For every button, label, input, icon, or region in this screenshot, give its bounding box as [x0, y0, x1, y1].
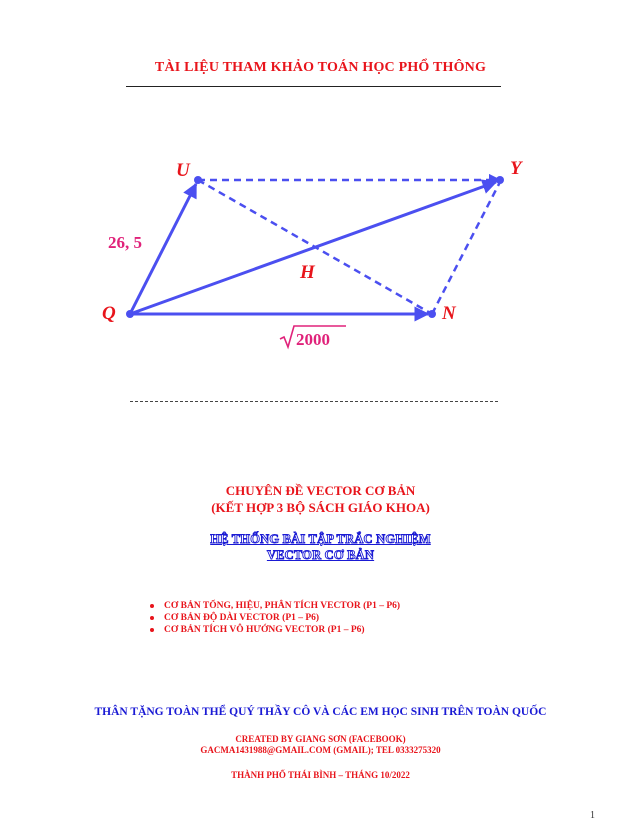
label-y: Y	[510, 158, 522, 179]
dedication-text: THÂN TẶNG TOÀN THỂ QUÝ THẦY CÔ VÀ CÁC EM HỌC SINH TRÊN TOÀN QUỐC	[94, 706, 547, 718]
label-n: N	[442, 303, 456, 324]
title-underline	[126, 86, 501, 87]
dashed-separator	[130, 401, 498, 402]
point-q	[126, 310, 134, 318]
point-n	[428, 310, 436, 318]
topic-subtitle: (KẾT HỢP 3 BỘ SÁCH GIÁO KHOA)	[211, 500, 430, 515]
contact-info: GACMA1431988@GMAIL.COM (GMAIL); TEL 0333275320	[200, 745, 441, 755]
system-title: HỆ THỐNG BÀI TẬP TRẮC NGHIỆM	[210, 532, 431, 546]
page-number: 1	[590, 810, 595, 821]
label-h: H	[300, 262, 315, 283]
document-title: TÀI LIỆU THAM KHẢO TOÁN HỌC PHỔ THÔNG	[154, 60, 487, 75]
place-date: THÀNH PHỐ THÁI BÌNH – THÁNG 10/2022	[231, 770, 410, 780]
system-subtitle: VECTOR CƠ BẢN	[266, 548, 375, 562]
author-credit: CREATED BY GIANG SƠN (FACEBOOK)	[235, 734, 406, 744]
label-u: U	[176, 160, 190, 181]
vector-parallelogram-figure	[90, 140, 550, 360]
topic-title: CHUYÊN ĐỀ VECTOR CƠ BẢN	[225, 483, 416, 498]
label-side-length: 26, 5	[108, 233, 142, 252]
list-item: CƠ BẢN TỔNG, HIỆU, PHÂN TÍCH VECTOR (P1 – P6)	[150, 600, 400, 612]
point-u	[194, 176, 202, 184]
list-item: CƠ BẢN TÍCH VÔ HƯỚNG VECTOR (P1 – P6)	[150, 624, 400, 636]
point-y	[496, 176, 504, 184]
label-base-radicand: 2000	[296, 330, 330, 349]
vector-q-y	[130, 182, 496, 314]
content-list	[150, 600, 400, 636]
list-item: CƠ BẢN ĐỘ DÀI VECTOR (P1 – P6)	[150, 612, 400, 624]
label-q: Q	[102, 303, 116, 324]
